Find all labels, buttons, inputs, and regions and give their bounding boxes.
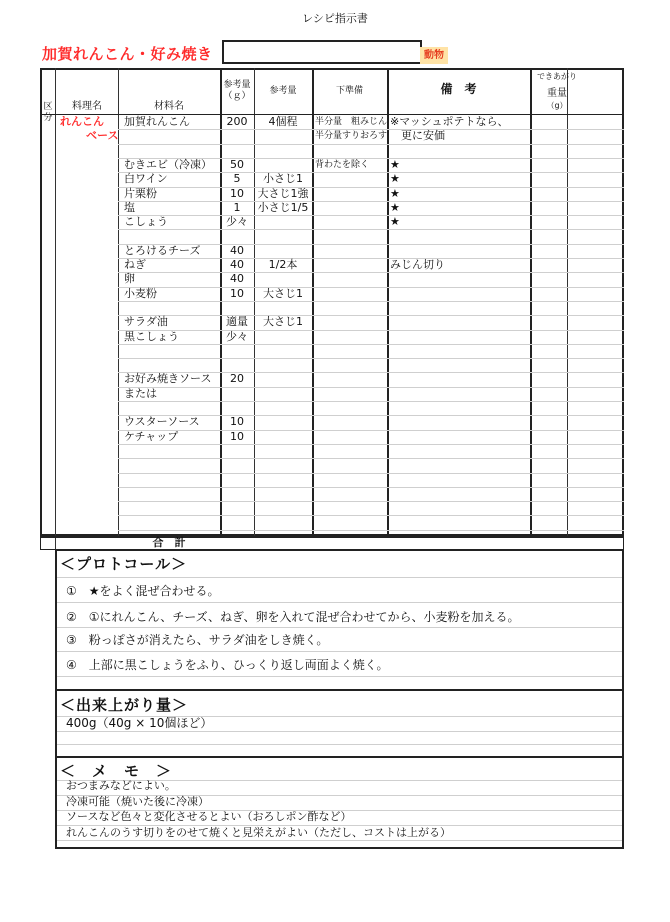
ingredient-grams: 少々 <box>226 330 248 343</box>
ingredient-grams: 少々 <box>226 215 248 228</box>
row-rule <box>118 387 624 388</box>
ingredient-grams: 10 <box>230 415 244 428</box>
ingredient-amount: 4個程 <box>268 115 298 128</box>
header-ref-amount: 参考量 <box>269 86 297 96</box>
ingredient-note: ★ <box>390 201 400 214</box>
row-rule <box>118 229 624 230</box>
header-kubun: 区分 <box>43 102 53 123</box>
row-rule <box>118 330 624 331</box>
col-divider-kubun <box>55 68 56 550</box>
header-notes: 備 考 <box>440 82 477 96</box>
ingredient-amount: 小さじ1 <box>263 172 303 185</box>
ingredient-name: ねぎ <box>124 258 146 271</box>
row-rule <box>118 487 624 488</box>
yield-value: 400g（40g × 10個ほど） <box>66 716 213 730</box>
ingredient-grams: 5 <box>233 172 241 185</box>
col-divider-ingredient <box>220 68 222 536</box>
ingredient-grams: 20 <box>230 372 244 385</box>
ingredient-grams: 200 <box>226 115 248 128</box>
ingredient-note: みじん切り <box>390 258 445 271</box>
ingredient-name: 小麦粉 <box>124 287 157 300</box>
row-rule <box>118 187 624 188</box>
header-weight: 重量 <box>547 88 567 99</box>
header-finished: できあがり <box>537 72 577 81</box>
recipe-name-box <box>222 40 422 64</box>
ingredient-name: 塩 <box>124 201 135 214</box>
row-rule <box>118 501 624 502</box>
ingredient-name: こしょう <box>124 215 168 228</box>
row-rule <box>118 473 624 474</box>
ingredient-name: むきエビ（冷凍） <box>124 158 212 171</box>
ingredient-name: ウスターソース <box>124 415 200 428</box>
protocol-rule <box>57 676 622 677</box>
row-rule <box>118 258 624 259</box>
ingredient-grams: 50 <box>230 158 244 171</box>
row-rule <box>118 430 624 431</box>
ingredient-prep: 半分量すりおろす <box>315 131 388 141</box>
dish-name-line1: れんこん <box>60 115 104 128</box>
row-rule <box>118 315 624 316</box>
ingredient-grams: 40 <box>230 258 244 271</box>
ingredient-name: 卵 <box>124 272 135 285</box>
document-title: レシピ指示書 <box>302 12 368 25</box>
header-ref-grams-unit: （ｇ） <box>223 91 251 101</box>
ingredient-amount: 大さじ1 <box>263 287 303 300</box>
ingredient-note: ★ <box>390 172 400 185</box>
yield-rule <box>57 731 622 732</box>
row-rule <box>118 287 624 288</box>
header-weight-unit: （g） <box>546 101 568 110</box>
memo-line-4: れんこんのうす切りをのせて焼くと見栄えがよい（ただし、コストは上がる） <box>66 826 451 839</box>
ingredient-name: とろけるチーズ <box>124 244 201 257</box>
row-rule <box>118 215 624 216</box>
ingredient-name: 加賀れんこん <box>124 115 190 128</box>
row-rule <box>118 515 624 516</box>
protocol-step-4: ④ 上部に黒こしょうをふり、ひっくり返し両面よく焼く。 <box>66 658 389 672</box>
memo-title: ＜ メ モ ＞ <box>60 762 173 780</box>
ingredient-amount: 小さじ1/5 <box>257 201 309 214</box>
ingredient-note: 更に安価 <box>390 129 445 142</box>
row-rule <box>118 458 624 459</box>
category-badge: 動物 <box>420 47 448 64</box>
protocol-step-2: ② ①にれんこん、チーズ、ねぎ、卵を入れて混ぜ合わせてから、小麦粉を加える。 <box>66 610 520 624</box>
ingredient-amount: 1/2本 <box>268 258 298 271</box>
ingredient-amount: 大さじ1 <box>263 315 303 328</box>
ingredient-name: サラダ油 <box>124 315 168 328</box>
col-divider-prep <box>387 68 389 536</box>
ingredient-note: ★ <box>390 215 400 228</box>
ingredient-note: ※マッシュポテトなら、 <box>390 115 509 128</box>
total-label: 合 計 <box>152 536 186 549</box>
ingredient-grams: 40 <box>230 272 244 285</box>
header-prep: 下準備 <box>335 86 363 96</box>
protocol-step-3: ③ 粉っぽさが消えたら、サラダ油をしき焼く。 <box>66 633 329 647</box>
ingredient-grams: 1 <box>233 201 241 214</box>
row-rule <box>118 201 624 202</box>
ingredient-name: 片栗粉 <box>124 187 157 200</box>
ingredient-grams: 10 <box>230 287 244 300</box>
row-rule <box>118 358 624 359</box>
protocol-rule <box>57 651 622 652</box>
protocol-step-1: ① ★をよく混ぜ合わせる。 <box>66 584 220 598</box>
ingredient-grams: 10 <box>230 187 244 200</box>
row-rule <box>118 144 624 145</box>
memo-line-2: 冷凍可能（焼いた後に冷凍） <box>66 795 209 808</box>
memo-line-1: おつまみなどによい。 <box>66 779 176 792</box>
header-ingredient-name: 材料名 <box>154 101 184 112</box>
yield-title: ＜出来上がり量＞ <box>60 696 189 714</box>
row-rule <box>118 272 624 273</box>
ingredient-name: 白ワイン <box>124 172 168 185</box>
row-rule <box>118 344 624 345</box>
col-divider-grams <box>254 68 255 536</box>
dish-name-line2: ベース <box>86 129 119 142</box>
row-rule <box>118 172 624 173</box>
recipe-name: 加賀れんこん・好み焼き <box>42 45 213 63</box>
yield-rule <box>57 716 622 717</box>
memo-rule <box>57 840 622 841</box>
row-rule <box>118 530 624 531</box>
ingredient-name: または <box>124 387 157 400</box>
col-divider-weight <box>567 68 568 536</box>
header-dish-name: 料理名 <box>72 101 102 112</box>
row-rule <box>118 401 624 402</box>
memo-line-3: ソースなど色々と変化させるとよい（おろしポン酢など） <box>66 810 352 823</box>
ingredient-amount: 大さじ1強 <box>257 187 309 200</box>
ingredient-grams: 10 <box>230 430 244 443</box>
ingredient-note: ★ <box>390 158 400 171</box>
row-rule <box>118 301 624 302</box>
ingredient-name: お好み焼きソース <box>124 372 212 385</box>
ingredient-prep: 背わたを除く <box>315 160 370 170</box>
col-divider-notes <box>530 68 532 536</box>
yield-separator <box>55 689 624 691</box>
col-divider-amount <box>312 68 314 536</box>
ingredient-name: 黒こしょう <box>124 330 179 343</box>
yield-rule <box>57 744 622 745</box>
memo-separator <box>55 756 624 758</box>
ingredient-name: ケチャップ <box>124 430 179 443</box>
protocol-rule <box>57 627 622 628</box>
ingredient-grams: 40 <box>230 244 244 257</box>
ingredient-note: ★ <box>390 187 400 200</box>
ingredient-grams: 適量 <box>226 315 248 328</box>
header-ref-grams: 参考量 <box>223 80 251 90</box>
row-rule <box>118 444 624 445</box>
ingredient-prep: 半分量 粗みじん <box>315 117 388 127</box>
protocol-title: ＜プロトコール＞ <box>60 555 188 573</box>
protocol-rule <box>57 602 622 603</box>
protocol-rule <box>57 577 622 578</box>
